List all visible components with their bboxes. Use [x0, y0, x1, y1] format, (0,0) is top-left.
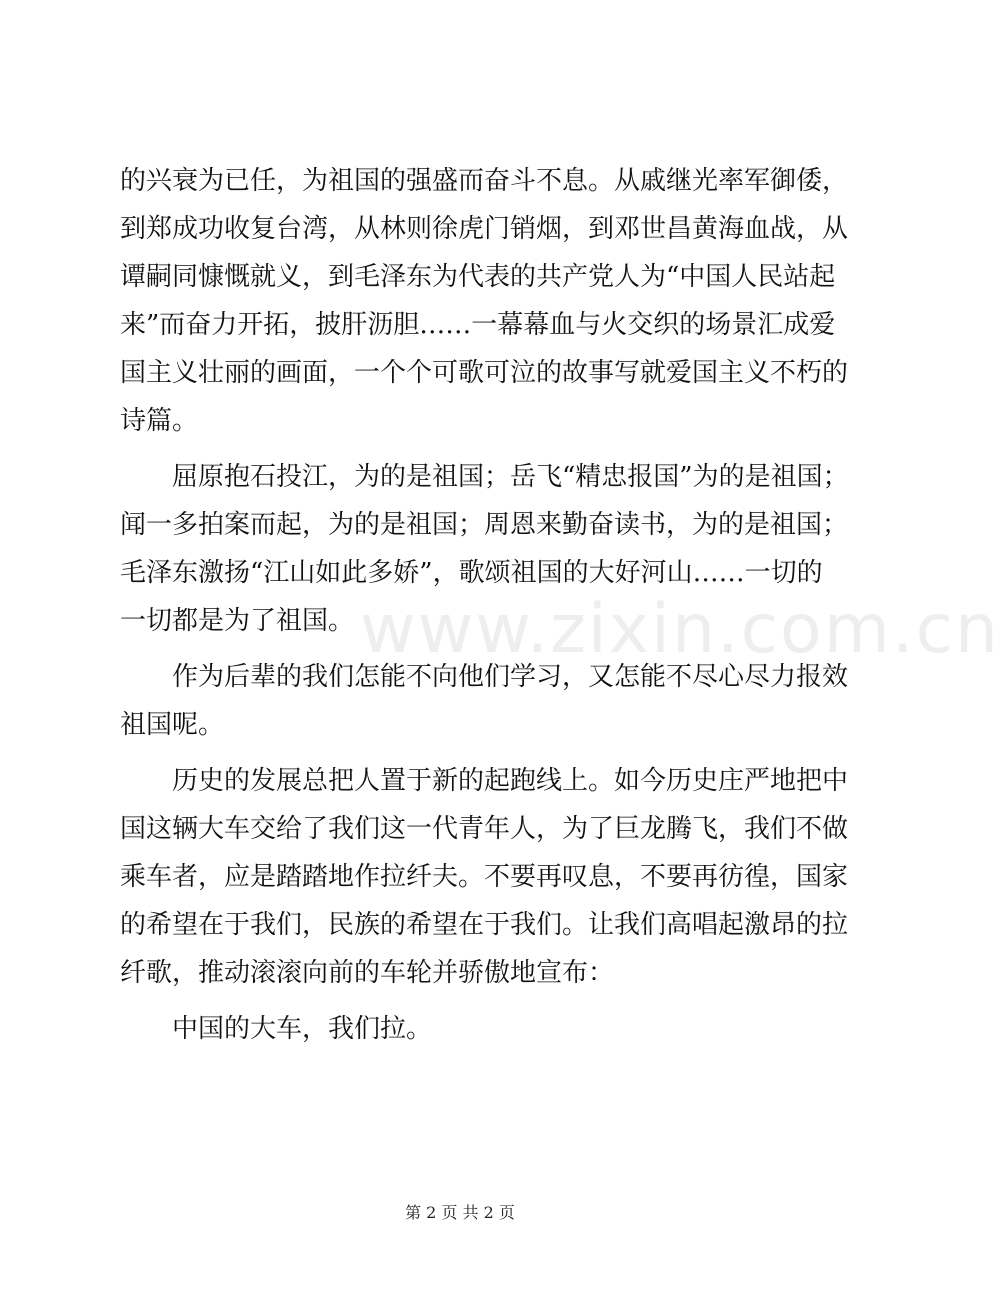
text-line: 诗篇。 [120, 406, 199, 436]
text-line: 国这辆大车交给了我们这一代青年人，为了巨龙腾飞，我们不做 [120, 814, 849, 844]
paragraph-gap [120, 749, 820, 757]
text-line: 作为后辈的我们怎能不向他们学习，又怎能不尽心尽力报效 [172, 662, 849, 692]
paragraph [120, 653, 849, 749]
text-line: 毛泽东激扬“江山如此多娇”，歌颂祖国的大好河山……一切的 [120, 558, 823, 588]
text-line: 的兴衰为已任，为祖国的强盛而奋斗不息。从戚继光率军御倭， [120, 166, 849, 196]
paragraph [120, 157, 849, 445]
text-line: 祖国呢。 [120, 710, 225, 740]
paragraph-gap [120, 997, 820, 1005]
paragraph [120, 1005, 820, 1053]
text-line: 一切都是为了祖国。 [120, 606, 355, 636]
text-line: 闻一多拍案而起，为的是祖国；周恩来勤奋读书，为的是祖国； [120, 510, 849, 540]
paragraph [120, 453, 849, 645]
text-line: 中国的大车，我们拉。 [172, 1014, 433, 1044]
page-footer: 第 2 页 共 2 页 [405, 1203, 515, 1222]
text-line: 纤歌，推动滚滚向前的车轮并骄傲地宣布： [120, 958, 615, 988]
watermark: www.zixin.com.cn [360, 590, 1000, 669]
text-line: 乘车者，应是踏踏地作拉纤夫。不要再叹息，不要再彷徨，国家 [120, 862, 849, 892]
text-line: 屈原抱石投江，为的是祖国；岳飞“精忠报国”为的是祖国； [172, 462, 849, 492]
document-body [120, 157, 849, 1053]
text-line: 历史的发展总把人置于新的起跑线上。如今历史庄严地把中 [172, 766, 849, 796]
paragraph-gap [120, 645, 820, 653]
text-line: 谭嗣同慷慨就义，到毛泽东为代表的共产党人为“中国人民站起 [120, 262, 836, 292]
text-line: 来”而奋力开拓，披肝沥胆……一幕幕血与火交织的场景汇成爱 [120, 310, 836, 340]
paragraph [120, 757, 849, 997]
text-line: 到郑成功收复台湾，从林则徐虎门销烟，到邓世昌黄海血战，从 [120, 214, 849, 244]
text-line: 的希望在于我们，民族的希望在于我们。让我们高唱起激昂的拉 [120, 910, 849, 940]
paragraph-gap [120, 445, 820, 453]
text-line: 国主义壮丽的画面，一个个可歌可泣的故事写就爱国主义不朽的 [120, 358, 849, 388]
